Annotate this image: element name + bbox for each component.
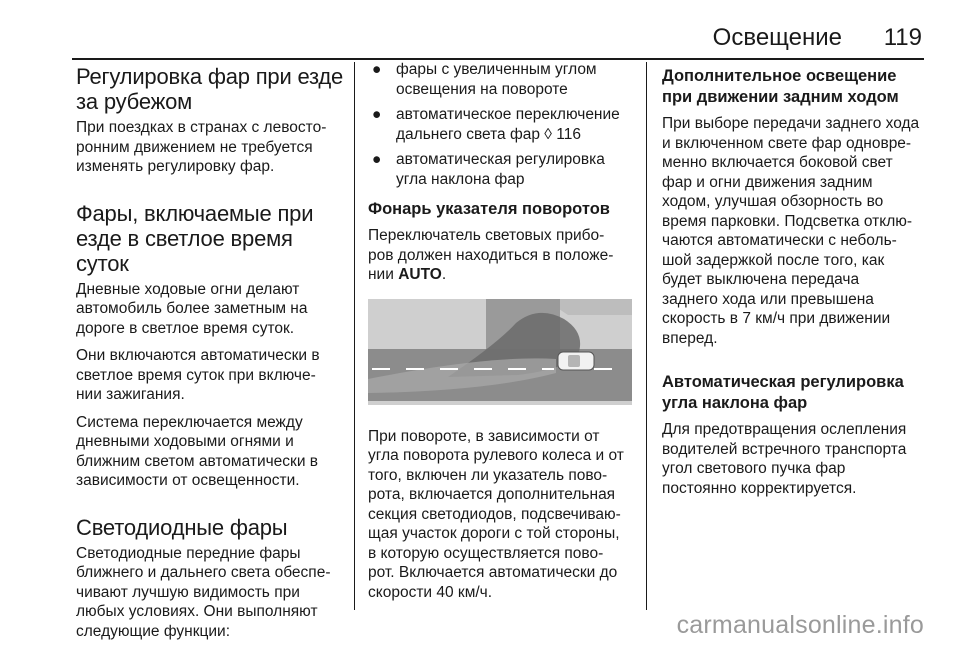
bullet-icon: ●	[372, 151, 382, 168]
paragraph: Они включаются автоматически в светлое время суток при включе- нии зажигания.	[76, 347, 320, 403]
column-divider	[354, 62, 355, 610]
bullet-icon: ●	[372, 61, 382, 78]
cornering-light-illustration	[368, 299, 632, 405]
paragraph: При поездках в странах с левосто- ронним движением не требуется изменять регулировку фар.	[76, 119, 327, 175]
bullet-icon: ●	[372, 106, 382, 123]
column-middle	[368, 60, 634, 610]
heading-daytime-running-lights: Фары, включаемые при езде в светлое время суток	[76, 200, 314, 276]
paragraph: Система переключается между дневными ходовыми огнями и ближним светом автоматически в зависимости от освещенности.	[76, 413, 319, 489]
column-right	[662, 60, 928, 506]
paragraph: Переключатель световых прибо- ров должен находиться в положе- нии AUTO.	[368, 227, 614, 283]
paragraph: При повороте, в зависимости от угла поворота рулевого колеса и от того, включен ли указатель пово- рота, включается дополнительная секция светодиодов, подсвечиваю- щая участок дороги с той стороны, в которую осуществляется пово- рот. Включается автоматически до скорости 40 км/ч.	[368, 427, 624, 601]
list-item: ● автоматическое переключение дальнего света фар ◊ 116	[372, 106, 620, 143]
heading-led-headlights: Светодиодные фары	[76, 514, 288, 540]
heading-headlight-abroad: Регулировка фар при езде за рубежом	[76, 64, 344, 114]
auto-label: AUTO	[398, 266, 442, 283]
car-icon	[558, 352, 594, 370]
paragraph: При выборе передачи заднего хода и включенном свете фар одновре- менно включается боковой свет фар и огни движения задним ходом, улучшая обзорность во время парковки. Подсветка отклю- чаются автоматически с неболь- шой задержкой после того, как будет выключена передача заднего хода или превышена скорость в 7 км/ч при движении вперед.	[662, 115, 920, 347]
page-header	[0, 22, 960, 62]
list-item: ● автоматическая регулировка угла наклона фар	[372, 151, 605, 188]
heading-headlight-leveling: Автоматическая регулировка угла наклона фар	[662, 373, 904, 412]
watermark: carmanualsonline.info	[676, 611, 924, 639]
paragraph: Дневные ходовые огни делают автомобиль более заметным на дороге в светлое время суток.	[76, 280, 308, 337]
paragraph: Для предотвращения ослепления водителей встречного транспорта угол светового пучка фар постоянно корректируется.	[662, 421, 907, 497]
column-divider	[646, 62, 647, 610]
column-left	[76, 60, 346, 649]
feature-list	[368, 60, 634, 189]
list-item: ● фары с увеличенным углом освещения на повороте	[372, 61, 597, 98]
paragraph: Светодиодные передние фары ближнего и дальнего света обеспе- чивают лучшую видимость при любых условиях. Они выполняют следующие функции:	[76, 544, 331, 640]
heading-turn-signal-light: Фонарь указателя поворотов	[368, 200, 610, 218]
heading-reverse-lighting: Дополнительное освещение при движении задним ходом	[662, 67, 899, 106]
section-title: Освещение	[712, 24, 842, 51]
page-number: 119	[883, 24, 922, 51]
